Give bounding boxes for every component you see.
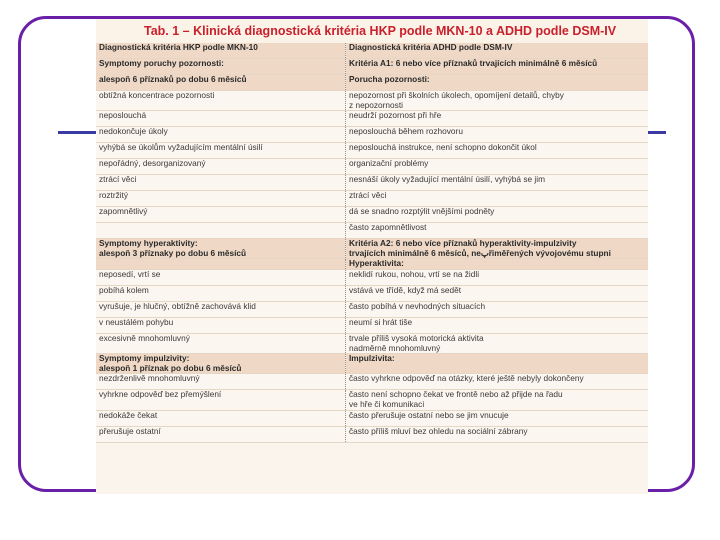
cell-text: neumí si hrát tiše bbox=[349, 317, 413, 327]
cell-text: obtížná koncentrace pozornosti bbox=[99, 90, 215, 100]
table-header-row bbox=[96, 354, 648, 374]
cell-text: zapomnětlivý bbox=[99, 206, 148, 217]
cell-text: excesivně mnohomluvný bbox=[99, 333, 190, 343]
table-row bbox=[96, 127, 648, 143]
cell-text-line2: trvajících minimálně 6 měsíců, neپřiměřených vývojovému stupni bbox=[349, 247, 611, 258]
hkp-criterion-cell bbox=[96, 354, 346, 374]
adhd-criterion-cell bbox=[346, 259, 649, 270]
adhd-criterion-cell bbox=[346, 59, 649, 75]
hkp-criterion-cell bbox=[96, 43, 346, 59]
cell-text: v neustálém pohybu bbox=[99, 317, 174, 327]
cell-text: často příliš mluví bez ohledu na sociální zábrany bbox=[349, 426, 528, 436]
cell-text: často pobíhá v nevhodných situacích bbox=[349, 301, 486, 311]
adhd-criterion-cell bbox=[346, 239, 649, 259]
cell-text: neposlouchá během rozhovoru bbox=[349, 126, 463, 137]
cell-text: ztrácí věci bbox=[99, 174, 137, 185]
adhd-criterion-cell bbox=[346, 175, 649, 191]
hkp-criterion-cell bbox=[96, 127, 346, 143]
table-row bbox=[96, 223, 648, 239]
table-row bbox=[96, 269, 648, 285]
adhd-criterion-cell bbox=[346, 191, 649, 207]
adhd-criterion-cell bbox=[346, 354, 649, 374]
table-row bbox=[96, 111, 648, 127]
hkp-criterion-cell bbox=[96, 143, 346, 159]
cell-text: Symptomy poruchy pozornosti: bbox=[99, 58, 224, 68]
hkp-criterion-cell bbox=[96, 191, 346, 207]
cell-text: Diagnostická kritéria ADHD podle DSM-IV bbox=[349, 43, 513, 52]
adhd-criterion-cell bbox=[346, 426, 649, 442]
adhd-criterion-cell bbox=[346, 43, 649, 59]
cell-text: nedokáže čekat bbox=[99, 410, 158, 420]
hkp-criterion-cell bbox=[96, 374, 346, 390]
cell-text: neposlouchá instrukce, není schopno dokončit úkol bbox=[349, 142, 537, 153]
adhd-criterion-cell bbox=[346, 285, 649, 301]
cell-text-line2: alespoň 1 příznak po dobu 6 měsíců bbox=[99, 362, 242, 373]
cell-text: neposedí, vrtí se bbox=[99, 269, 161, 279]
hkp-criterion-cell bbox=[96, 159, 346, 175]
adhd-criterion-cell bbox=[346, 317, 649, 333]
cell-text: nedokončuje úkoly bbox=[99, 126, 168, 137]
cell-text: neposlouchá bbox=[99, 110, 147, 121]
hkp-criterion-cell bbox=[96, 410, 346, 426]
adhd-criterion-cell bbox=[346, 111, 649, 127]
hkp-criterion-cell bbox=[96, 75, 346, 91]
cell-text: trvale příliš vysoká motorická aktivita bbox=[349, 333, 484, 343]
table-header-row bbox=[96, 259, 648, 270]
hkp-criterion-cell bbox=[96, 91, 346, 111]
table-row bbox=[96, 285, 648, 301]
table-row bbox=[96, 410, 648, 426]
cell-text: neudrží pozornost při hře bbox=[349, 110, 442, 121]
hkp-criterion-cell bbox=[96, 223, 346, 239]
cell-text: často zapomnětlivost bbox=[349, 222, 427, 233]
table-row bbox=[96, 390, 648, 410]
hkp-criterion-cell bbox=[96, 333, 346, 353]
table-row bbox=[96, 301, 648, 317]
cell-text: vstává ve třídě, když má sedět bbox=[349, 285, 462, 295]
cell-text: nepořádný, desorganizovaný bbox=[99, 158, 206, 169]
decorative-rule-right bbox=[646, 131, 666, 134]
table-row bbox=[96, 426, 648, 442]
adhd-criterion-cell bbox=[346, 91, 649, 111]
table-row bbox=[96, 175, 648, 191]
cell-text: nezdrženlivě mnohomluvný bbox=[99, 373, 200, 384]
cell-text: roztržitý bbox=[99, 190, 129, 201]
cell-text: neklidí rukou, nohou, vrtí se na židli bbox=[349, 269, 480, 279]
hkp-criterion-cell bbox=[96, 301, 346, 317]
cell-text: nepozornost při školních úkolech, opomíjení detailů, chyby bbox=[349, 90, 564, 100]
cell-text: Hyperaktivita: bbox=[349, 258, 404, 269]
cell-text-line2: z nepozornosti bbox=[349, 99, 403, 110]
cell-text: Symptomy impulzivity: bbox=[99, 353, 190, 364]
cell-text-line2: alespoň 3 příznaky po dobu 6 měsíců bbox=[99, 247, 247, 258]
adhd-criterion-cell bbox=[346, 159, 649, 175]
adhd-criterion-cell bbox=[346, 207, 649, 223]
hkp-criterion-cell bbox=[96, 426, 346, 442]
adhd-criterion-cell bbox=[346, 410, 649, 426]
cell-text: vyhrkne odpověď bez přemýšlení bbox=[99, 389, 222, 400]
hkp-criterion-cell bbox=[96, 111, 346, 127]
table-row bbox=[96, 333, 648, 353]
adhd-criterion-cell bbox=[346, 269, 649, 285]
cell-text: Kritéria A1: 6 nebo více příznaků trvajících minimálně 6 měsíců bbox=[349, 58, 598, 68]
cell-text: vyrušuje, je hlučný, obtížně zachovává klid bbox=[99, 301, 256, 311]
cell-text: dá se snadno rozptýlit vnějšími podněty bbox=[349, 206, 495, 217]
cell-text: Impulzivita: bbox=[349, 353, 395, 364]
hkp-criterion-cell bbox=[96, 269, 346, 285]
hkp-criterion-cell bbox=[96, 239, 346, 259]
hkp-criterion-cell bbox=[96, 317, 346, 333]
adhd-criterion-cell bbox=[346, 143, 649, 159]
cell-text: často přerušuje ostatní nebo se jim vnucuje bbox=[349, 410, 509, 420]
table-title: Tab. 1 – Klinická diagnostická kritéria HKP podle MKN-10 a ADHD podle DSM-IV bbox=[96, 19, 648, 43]
table-header-row bbox=[96, 75, 648, 91]
hkp-criterion-cell bbox=[96, 59, 346, 75]
table-header-row bbox=[96, 59, 648, 75]
cell-text: Porucha pozornosti: bbox=[349, 74, 430, 84]
cell-text: často vyhrkne odpověď na otázky, které ještě nebyly dokončeny bbox=[349, 373, 584, 384]
table-row bbox=[96, 207, 648, 223]
table-row bbox=[96, 317, 648, 333]
adhd-criterion-cell bbox=[346, 390, 649, 410]
table-row bbox=[96, 159, 648, 175]
cell-text: ztrácí věci bbox=[349, 190, 387, 201]
adhd-criterion-cell bbox=[346, 223, 649, 239]
table-row bbox=[96, 374, 648, 390]
cell-text: Diagnostická kritéria HKP podle MKN-10 bbox=[99, 43, 258, 52]
cell-text: nesnáší úkoly vyžadující mentální úsilí, vyhýbá se jim bbox=[349, 174, 545, 185]
table-header-row bbox=[96, 239, 648, 259]
adhd-criterion-cell bbox=[346, 301, 649, 317]
cell-text-line2: nadměrně mnohomluvný bbox=[349, 342, 441, 353]
table-header-row bbox=[96, 43, 648, 59]
adhd-criterion-cell bbox=[346, 333, 649, 353]
adhd-criterion-cell bbox=[346, 127, 649, 143]
cell-text: Kritéria A2: 6 nebo více příznaků hyperaktivity-impulzivity bbox=[349, 238, 577, 249]
hkp-criterion-cell bbox=[96, 259, 346, 270]
hkp-criterion-cell bbox=[96, 207, 346, 223]
cell-text: pobíhá kolem bbox=[99, 285, 149, 295]
criteria-table bbox=[96, 43, 648, 443]
cell-text: vyhýbá se úkolům vyžadujícím mentální úsilí bbox=[99, 142, 263, 153]
hkp-criterion-cell bbox=[96, 175, 346, 191]
cell-text: přerušuje ostatní bbox=[99, 426, 161, 436]
table-row bbox=[96, 143, 648, 159]
criteria-table-image bbox=[96, 19, 648, 494]
cell-text: organizační problémy bbox=[349, 158, 429, 169]
adhd-criterion-cell bbox=[346, 374, 649, 390]
table-row bbox=[96, 91, 648, 111]
table-row bbox=[96, 191, 648, 207]
hkp-criterion-cell bbox=[96, 390, 346, 410]
cell-text: Symptomy hyperaktivity: bbox=[99, 238, 198, 249]
cell-text-line2: ve hře či komunikaci bbox=[349, 398, 425, 409]
hkp-criterion-cell bbox=[96, 285, 346, 301]
cell-text: alespoň 6 příznaků po dobu 6 měsíců bbox=[99, 74, 247, 84]
cell-text: často není schopno čekat ve frontě nebo až přijde na řadu bbox=[349, 389, 563, 400]
adhd-criterion-cell bbox=[346, 75, 649, 91]
